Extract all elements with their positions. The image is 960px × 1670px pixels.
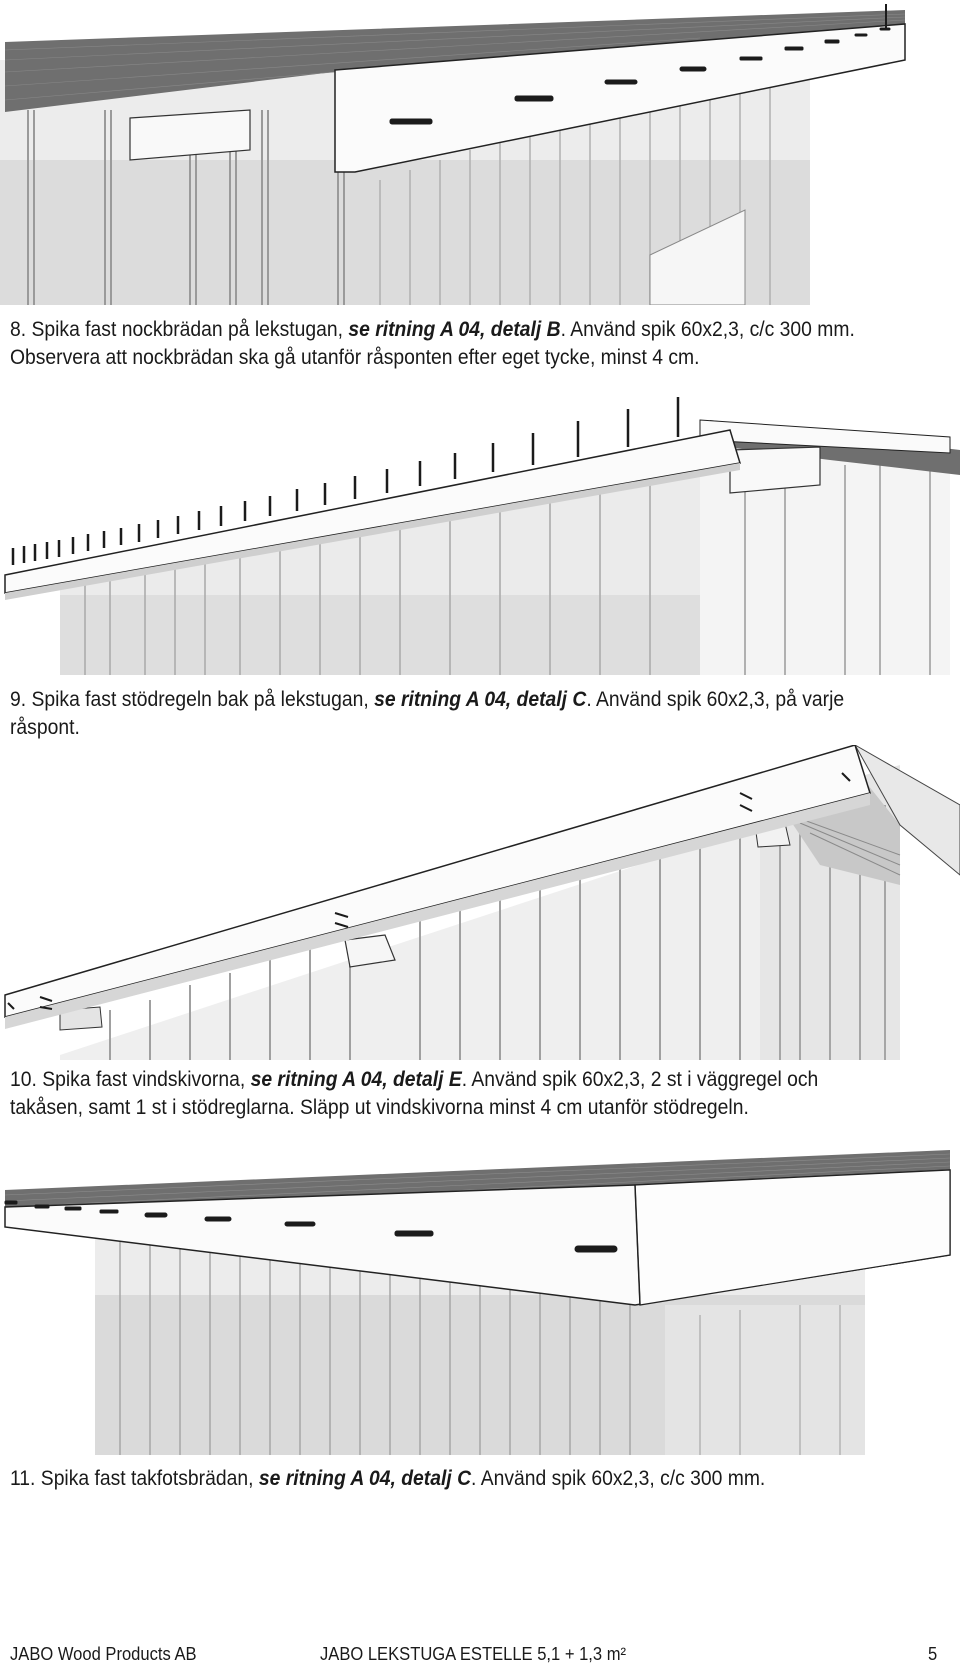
illustration-step-8 [0,0,960,305]
illustration-step-11 [0,1145,960,1455]
page-number: 5 [928,1644,938,1664]
step-number: 11. [10,1467,36,1490]
step-text: Spika fast takfotsbrädan, [40,1467,254,1490]
step-text: Spika fast nockbrädan på lekstugan, [31,318,343,341]
step-11-caption [10,1465,866,1493]
step-text: . Använd spik 60x2,3, c/c 300 mm. [471,1467,766,1490]
step-number: 10. [10,1068,37,1091]
step-10-caption [10,1066,866,1122]
illustration-step-9 [0,385,960,675]
step-9-caption [10,686,866,742]
footer-company: JABO Wood Products AB [10,1644,197,1664]
step-text: . Använd spik 60x2,3, c/c 300 mm. Observera att nockbrädan ska gå utanför råsponten efter eget tycke, minst 4 cm. [10,318,855,369]
step-text: . Använd spik 60x2,3, på varje råspont. [10,688,845,739]
step-text: . Använd spik 60x2,3, 2 st i väggregel och takåsen, samt 1 st i stödreglarna. Släpp ut vindskivorna minst 4 cm utanför stödregeln. [10,1068,819,1119]
page-footer [0,1638,960,1670]
illustration-step-10 [0,745,960,1060]
step-number: 8. [10,318,27,341]
step-text: Spika fast vindskivorna, [42,1068,246,1091]
drawing-reference: se ritning A 04, detalj C [374,688,587,711]
drawing-reference: se ritning A 04, detalj C [258,1467,472,1490]
footer-product: JABO LEKSTUGA ESTELLE 5,1 + 1,3 m² [320,1644,627,1664]
drawing-reference: se ritning A 04, detalj E [250,1068,462,1091]
step-text: Spika fast stödregeln bak på lekstugan, [31,688,369,711]
drawing-reference: se ritning A 04, detalj B [348,318,561,341]
step-number: 9. [10,688,27,711]
step-8-caption [10,316,866,372]
